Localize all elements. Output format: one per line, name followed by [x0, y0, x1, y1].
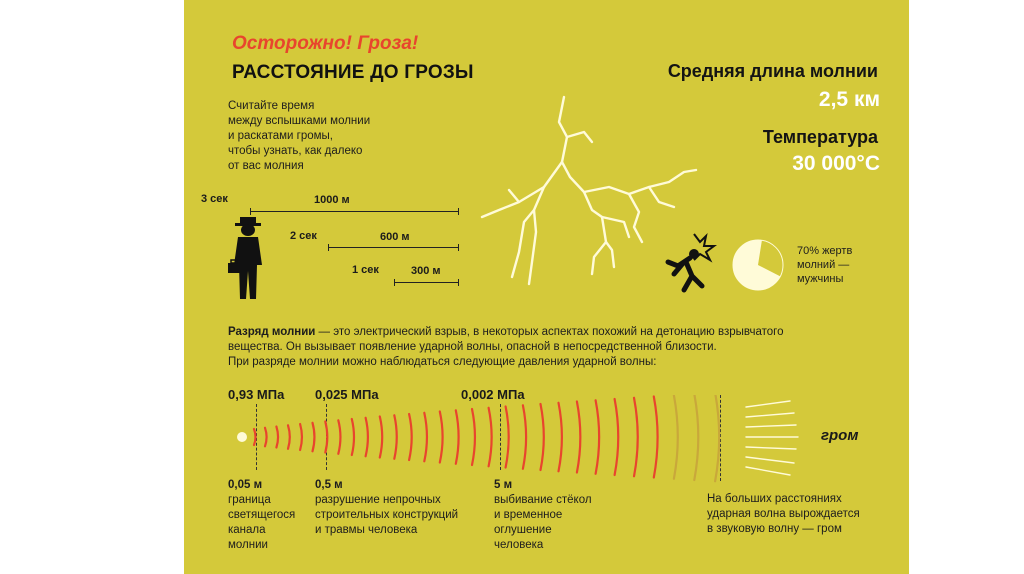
- shock-wave-arc: [325, 422, 327, 453]
- shock-wave-arc: [694, 395, 698, 480]
- zone-distance: 5 м: [494, 479, 513, 491]
- shock-wave-arc: [276, 427, 278, 448]
- discharge-text: — это электрический взрыв, в некоторых аспектах похожий на детонацию взрывчатого: [315, 326, 784, 338]
- zone-distance: 0,5 м: [315, 479, 343, 491]
- zone-caption-3: [494, 478, 592, 553]
- shock-wave-arc: [472, 409, 475, 465]
- shock-wave-arc: [366, 418, 368, 457]
- victims-line: молний —: [797, 259, 850, 271]
- temperature-label: Температура: [762, 127, 878, 147]
- zone-caption-1: [228, 478, 295, 553]
- far-distance-note: [707, 492, 860, 537]
- shock-wave-arc: [715, 395, 719, 481]
- shock-wave-arc: [674, 395, 678, 479]
- discharge-line-3: При разряде молнии можно наблюдаться следующие давления ударной волны:: [228, 356, 657, 368]
- victims-text: [797, 244, 852, 286]
- zone-line: канала: [228, 524, 266, 536]
- shock-wave-arc: [523, 405, 526, 469]
- shock-wave-arc: [615, 399, 619, 475]
- shock-wave-arc: [489, 408, 492, 467]
- distance-bar-2s: [328, 247, 459, 248]
- intro-line: от вас молния: [228, 160, 304, 172]
- intro-line: Считайте время: [228, 100, 315, 112]
- temperature-value: 30 000°C: [792, 152, 880, 175]
- shock-wave-arc: [265, 428, 267, 447]
- distance-bar-3s: [250, 211, 459, 212]
- thunder-label: гром: [821, 427, 859, 444]
- shock-wave-arc: [313, 423, 315, 452]
- zone-line: молнии: [228, 539, 268, 551]
- zone-line: граница: [228, 494, 271, 506]
- zone-caption-2: [315, 478, 458, 538]
- intro-line: и раскатами громы,: [228, 130, 333, 142]
- time-2s: 2 сек: [290, 230, 317, 242]
- zone-line: и травмы человека: [315, 524, 418, 536]
- intro-line: чтобы узнать, как далеко: [228, 145, 363, 157]
- discharge-paragraph: [228, 325, 888, 370]
- distance-600m: 600 м: [380, 231, 410, 243]
- zone-line: светящегося: [228, 509, 296, 521]
- warning-title: Осторожно! Гроза!: [232, 33, 419, 54]
- man-icon: [226, 215, 270, 301]
- shock-wave-arc: [596, 400, 600, 474]
- far-note-line: ударная волна вырождается: [707, 508, 860, 520]
- discharge-term: Разряд молнии: [228, 326, 316, 338]
- zone-distance: 0,05 м: [228, 479, 263, 491]
- shock-wave-arc: [577, 402, 580, 473]
- shock-wave-arc: [440, 412, 443, 463]
- main-title: РАССТОЯНИЕ ДО ГРОЗЫ: [232, 62, 474, 83]
- shock-wave-arc: [559, 403, 562, 472]
- discharge-line-1: [228, 325, 888, 340]
- shock-wave-arc: [394, 415, 396, 459]
- shock-wave-arc: [288, 425, 290, 449]
- distance-bar-1s: [394, 282, 459, 283]
- distance-1000m: 1000 м: [314, 194, 350, 206]
- far-note-line: На больших расстояниях: [707, 493, 842, 505]
- shock-wave-arc: [338, 420, 340, 454]
- zone-line: оглушение: [494, 524, 552, 536]
- time-1s: 1 сек: [352, 264, 379, 276]
- shock-wave-arc: [300, 424, 302, 450]
- shock-wave-arc: [506, 407, 509, 468]
- pressure-label-1: 0,93 МПа: [228, 387, 285, 402]
- victims-line: мужчины: [797, 273, 844, 285]
- intro-text: [228, 99, 370, 174]
- zone-line: выбивание стёкол: [494, 494, 592, 506]
- distance-300m: 300 м: [411, 265, 441, 277]
- victims-line: 70% жертв: [797, 245, 853, 257]
- zone-line: человека: [494, 539, 544, 551]
- shock-wave-arc: [409, 414, 412, 460]
- far-note-line: в звуковую волну — гром: [707, 523, 842, 535]
- shock-wave-arc: [254, 429, 256, 445]
- time-3s: 3 сек: [201, 193, 228, 205]
- shock-wave-arc: [352, 419, 354, 455]
- length-value: 2,5 км: [818, 88, 880, 111]
- intro-line: между вспышками молнии: [228, 115, 371, 127]
- zone-line: строительных конструкций: [315, 509, 459, 521]
- shock-wave-arc: [541, 404, 544, 470]
- victims-pie-chart: [729, 236, 787, 294]
- pressure-label-2: 0,025 МПа: [315, 387, 379, 402]
- length-label: Средняя длина молнии: [667, 61, 878, 81]
- zone-line: разрушение непрочных: [315, 494, 441, 506]
- shock-wave-arc: [456, 410, 459, 464]
- struck-person-icon: [664, 232, 724, 294]
- infographic-slide: [184, 0, 909, 574]
- shock-wave-arc: [380, 417, 382, 458]
- shock-wave-arc: [634, 398, 638, 477]
- pressure-label-3: 0,002 МПа: [461, 387, 525, 402]
- discharge-line-2: вещества. Он вызывает появление ударной волны, опасной в непосредственной близости.: [228, 341, 717, 353]
- shock-wave-arc: [424, 413, 427, 462]
- zone-line: и временное: [494, 509, 563, 521]
- shock-wave-arc: [654, 397, 658, 478]
- shock-wave-diagram: [232, 395, 812, 485]
